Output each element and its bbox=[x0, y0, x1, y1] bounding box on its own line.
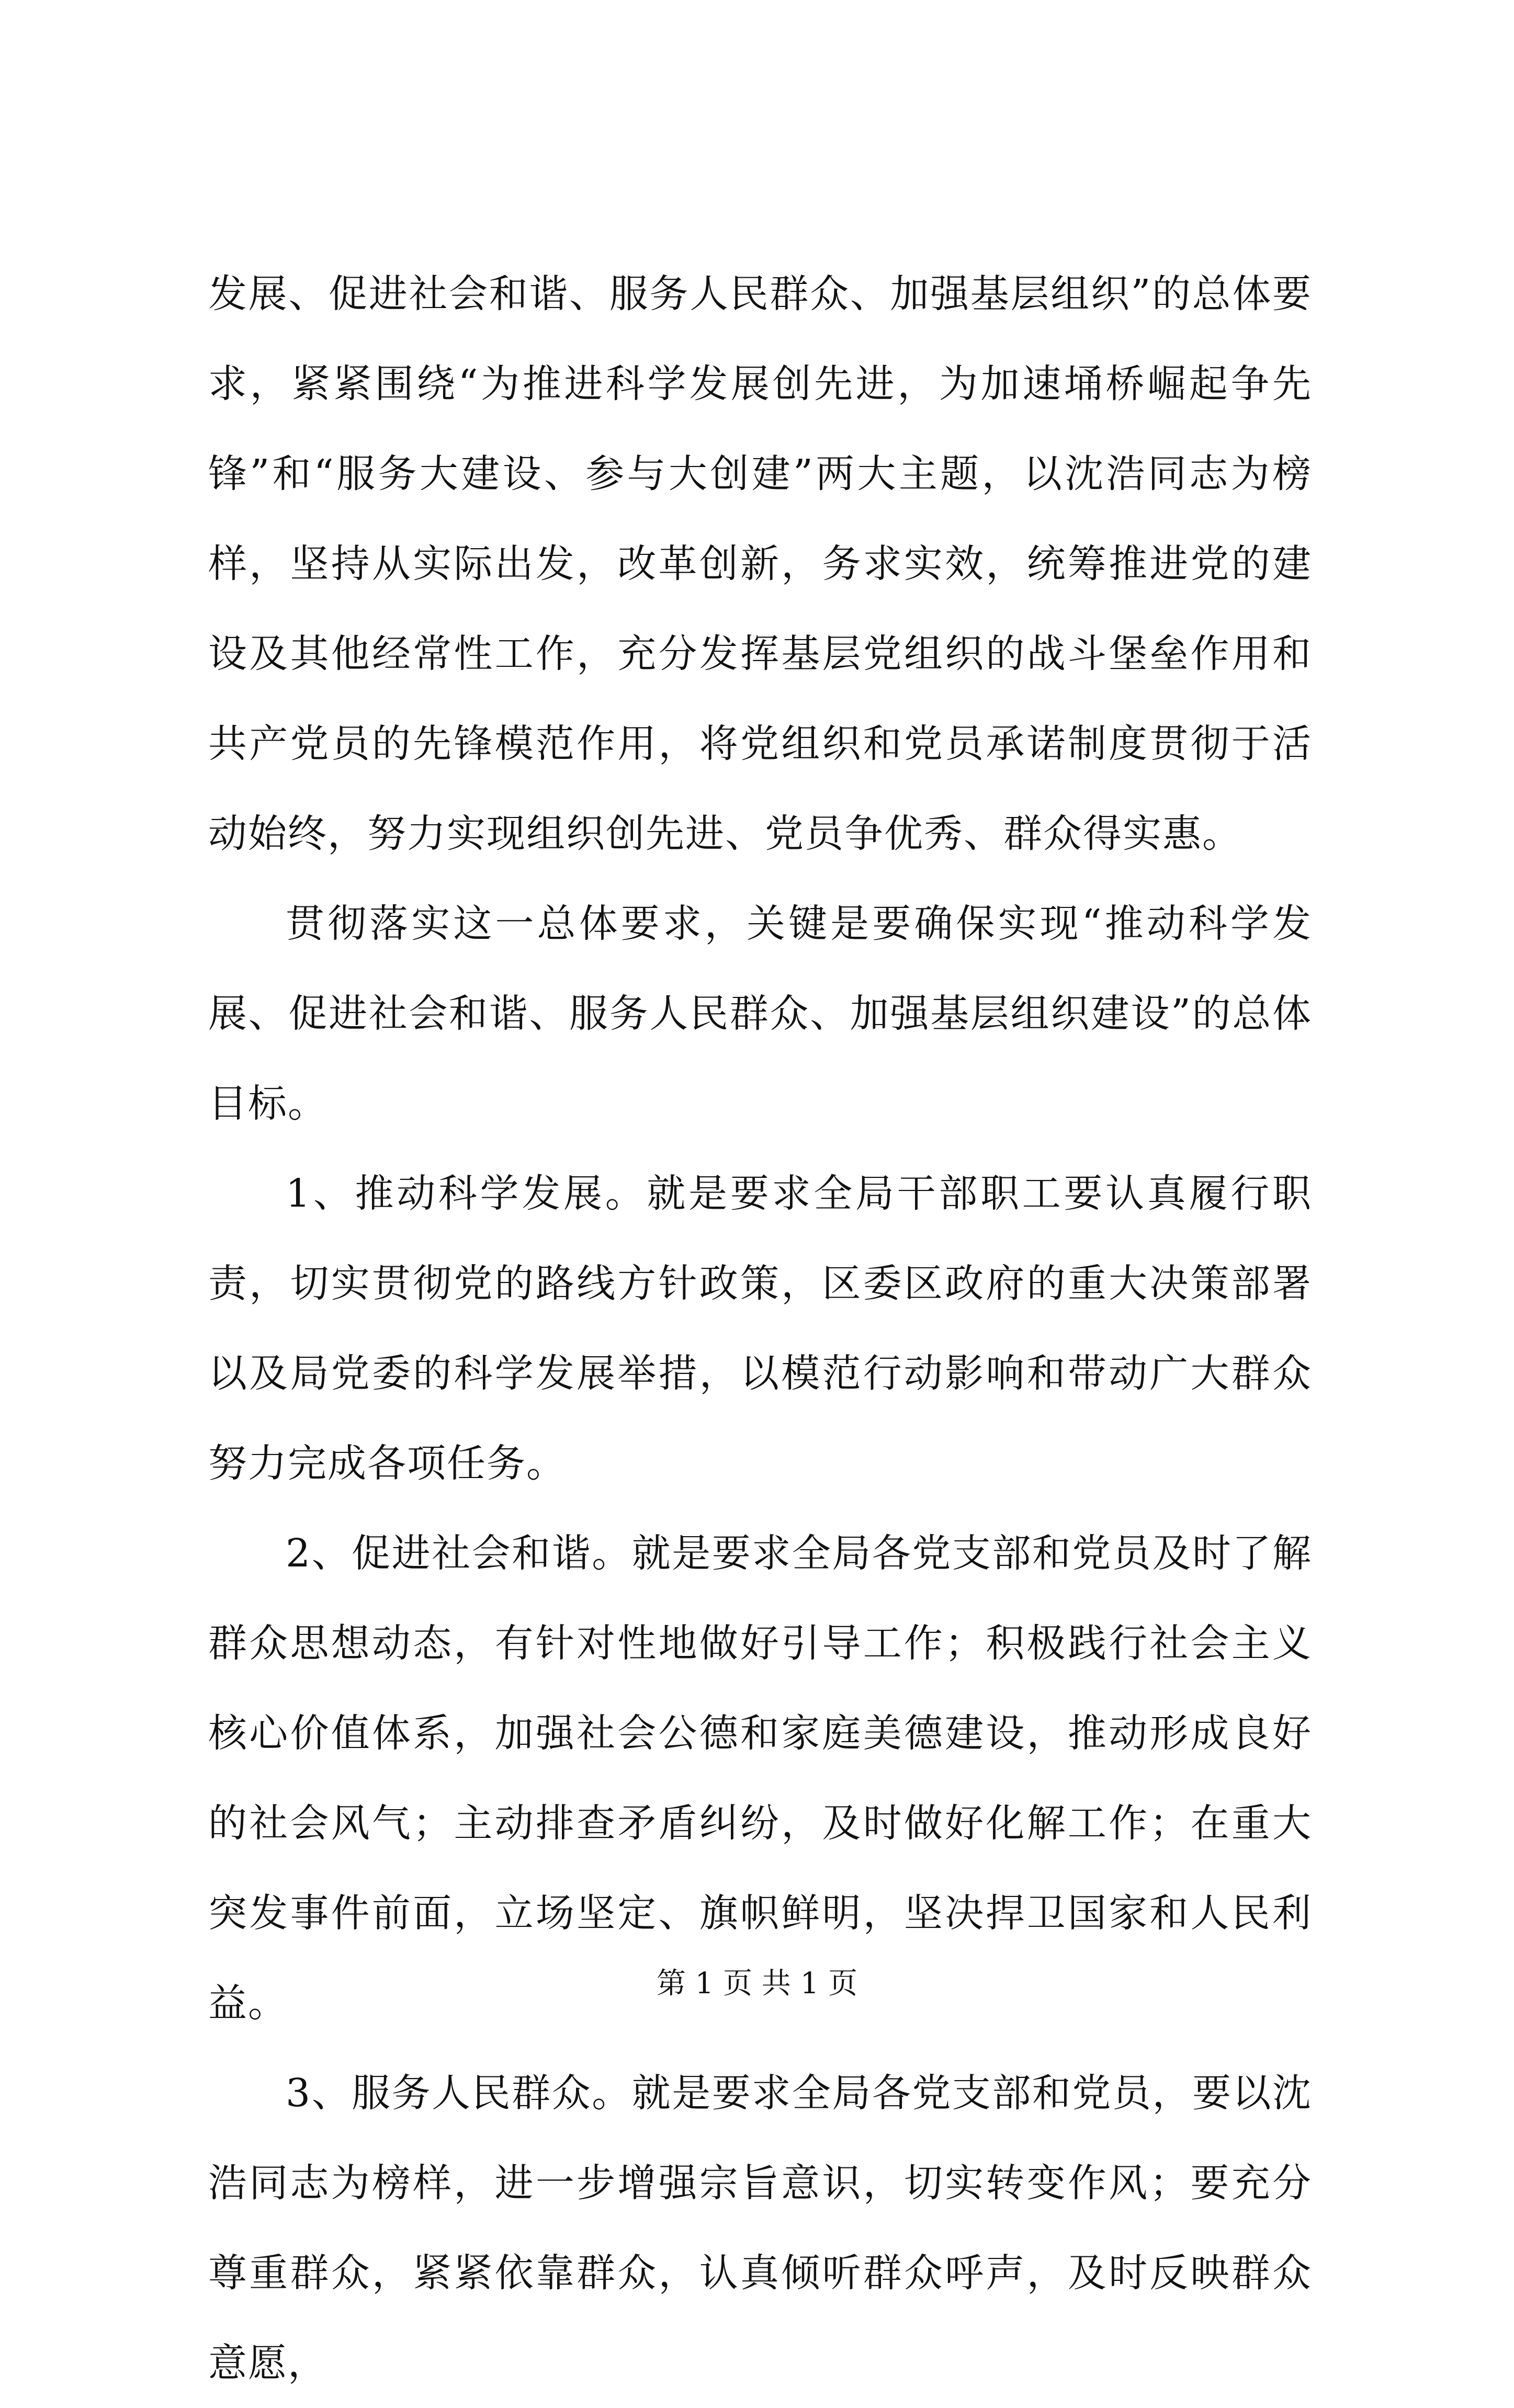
paragraph-item-2: 2、促进社会和谐。就是要求全局各党支部和党员及时了解群众思想动态，有针对性地做好引导工作；积极践行社会主义核心价值体系，加强社会公德和家庭美德建设，推动形成良好的社会风气；主动排查矛盾纠纷，及时做好化解工作；在重大突发事件前面，立场坚定、旗帜鲜明，坚决捍卫国家和人民利益。 bbox=[208, 1531, 1312, 2026]
page-footer: 第 1 页 共 1 页 bbox=[656, 1967, 858, 2001]
paragraph-item-1: 1、推动科学发展。就是要求全局干部职工要认真履行职责，切实贯彻党的路线方针政策，区委区政府的重大决策部署以及局党委的科学发展举措，以模范行动影响和带动广大群众努力完成各项任务。 bbox=[208, 1171, 1312, 1486]
paragraph-overall-goal: 贯彻落实这一总体要求，关键是要确保实现“推动科学发展、促进社会和谐、服务人民群众、加强基层组织建设”的总体目标。 bbox=[208, 901, 1312, 1126]
paragraph-item-3: 3、服务人民群众。就是要求全局各党支部和党员，要以沈浩同志为榜样，进一步增强宗旨意识，切实转变作风；要充分尊重群众，紧紧依靠群众，认真倾听群众呼声，及时反映群众意愿， bbox=[208, 2071, 1312, 2386]
document-body bbox=[208, 249, 1312, 2408]
paragraph-continuation: 发展、促进社会和谐、服务人民群众、加强基层组织”的总体要求，紧紧围绕“为推进科学发展创先进，为加速埇桥崛起争先锋”和“服务大建设、参与大创建”两大主题，以沈浩同志为榜样，坚持从实际出发，改革创新，务求实效，统筹推进党的建设及其他经常性工作，充分发挥基层党组织的战斗堡垒作用和共产党员的先锋模范作用，将党组织和党员承诺制度贯彻于活动始终，努力实现组织创先进、党员争优秀、群众得实惠。 bbox=[208, 271, 1312, 856]
